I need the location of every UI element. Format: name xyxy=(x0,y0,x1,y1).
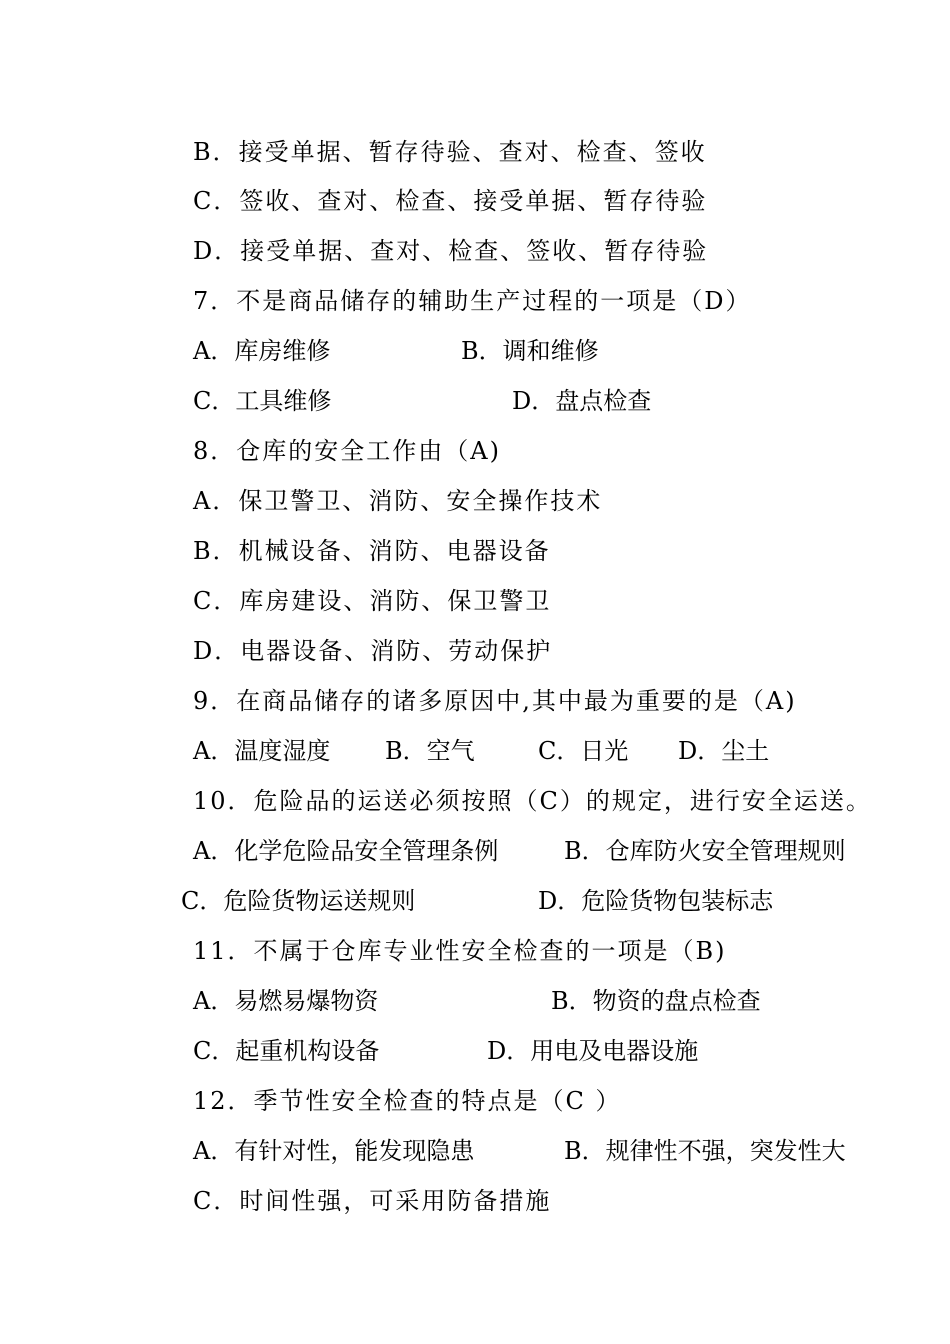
option-c: C．起重机构设备 xyxy=(193,1037,380,1065)
options-row xyxy=(0,336,950,366)
option-text: D．电器设备、消防、劳动保护 xyxy=(193,637,553,665)
option-b: B．调和维修 xyxy=(461,337,599,365)
options-row xyxy=(0,986,950,1016)
option-text: C．时间性强，可采用防备措施 xyxy=(193,1187,552,1215)
option-d: D．尘土 xyxy=(678,737,770,765)
options-row xyxy=(0,736,950,766)
question-line xyxy=(193,686,797,716)
question-text: 11．不属于仓库专业性安全检查的一项是（B) xyxy=(193,937,727,965)
option-b: B．物资的盘点检查 xyxy=(551,987,761,1015)
option-line xyxy=(193,137,707,167)
question-line xyxy=(193,436,501,466)
question-text: 8．仓库的安全工作由（A) xyxy=(193,437,501,465)
question-line xyxy=(193,1086,622,1116)
options-row xyxy=(0,386,950,416)
question-text: 10．危险品的运送必须按照（C）的规定，进行安全运送。 xyxy=(193,787,872,815)
options-row xyxy=(0,886,950,916)
option-b: B．规律性不强，突发性大 xyxy=(564,1137,846,1165)
question-line xyxy=(193,936,727,966)
option-line xyxy=(193,536,551,566)
option-a: A．易燃易爆物资 xyxy=(193,987,379,1015)
option-text: C．签收、查对、检查、接受单据、暂存待验 xyxy=(193,187,708,215)
option-text: D．接受单据、查对、检查、签收、暂存待验 xyxy=(193,237,709,265)
question-line xyxy=(193,286,752,316)
option-text: C．库房建设、消防、保卫警卫 xyxy=(193,587,552,615)
option-line xyxy=(193,586,551,616)
option-a: A．库房维修 xyxy=(193,337,331,365)
option-line xyxy=(193,236,708,266)
option-c: C．危险货物运送规则 xyxy=(181,887,416,915)
option-line xyxy=(193,636,552,666)
option-text: B．机械设备、消防、电器设备 xyxy=(193,537,551,565)
option-d: D．盘点检查 xyxy=(512,387,652,415)
question-text: 7．不是商品储存的辅助生产过程的一项是（D） xyxy=(193,287,752,315)
option-line xyxy=(193,1186,551,1216)
option-a: A．化学危险品安全管理条例 xyxy=(193,837,499,865)
option-text: B．接受单据、暂存待验、查对、检查、签收 xyxy=(193,138,707,166)
option-d: D．危险货物包装标志 xyxy=(538,887,774,915)
option-c: C．工具维修 xyxy=(193,387,332,415)
option-b: B．仓库防火安全管理规则 xyxy=(564,837,846,865)
option-c: C．日光 xyxy=(538,737,629,765)
option-d: D．用电及电器设施 xyxy=(487,1037,699,1065)
option-b: B．空气 xyxy=(385,737,475,765)
option-text: A．保卫警卫、消防、安全操作技术 xyxy=(193,487,603,515)
options-row xyxy=(0,836,950,866)
option-line xyxy=(193,486,602,516)
option-a: A．有针对性，能发现隐患 xyxy=(193,1137,475,1165)
question-text: 9．在商品储存的诸多原因中,其中最为重要的是（A) xyxy=(193,687,797,715)
options-row xyxy=(0,1136,950,1166)
option-a: A．温度湿度 xyxy=(193,737,331,765)
options-row xyxy=(0,1036,950,1066)
option-line xyxy=(193,186,707,216)
question-line xyxy=(193,786,872,816)
question-text: 12．季节性安全检查的特点是（C ） xyxy=(193,1087,622,1115)
